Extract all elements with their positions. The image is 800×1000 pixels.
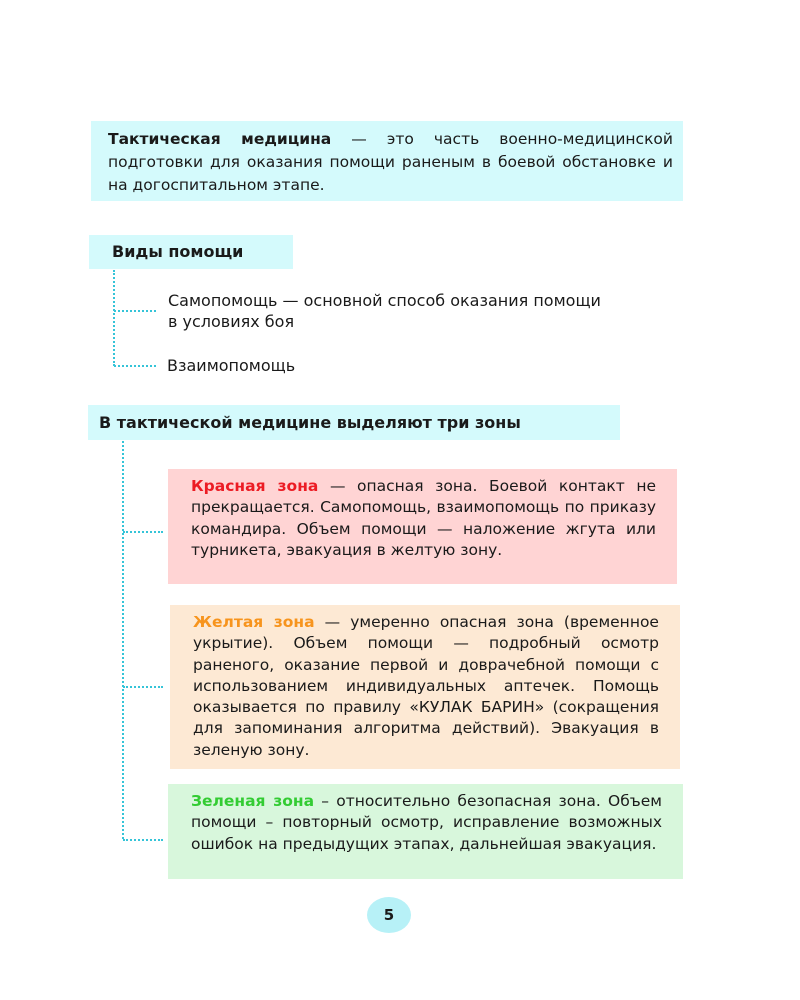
zones-heading: В тактической медицине выделяют три зоны [88,405,620,440]
zone-red-box [168,469,677,584]
help-types-heading: Виды помощи [89,235,293,269]
zone-yellow-title: Желтая зона [193,613,315,631]
zones-connector-vertical [122,441,124,839]
zone-green-box [168,784,683,879]
help-types-connector-2 [114,365,156,367]
help-types-connector-1 [114,310,156,312]
zone-red-title: Красная зона [191,477,319,495]
definition-box [91,121,683,201]
definition-term: Тактическая медицина [108,130,332,148]
definition-text: — это часть военно-медицинской подготовки для оказания помощи раненым в боевой обстановке и на догоспитальном этапе. [108,130,673,194]
help-types-connector-vertical [113,270,115,366]
zone-green-text: – относительно безопасная зона. Объем помощи – повторный осмотр, исправление возможных ошибок на предыдущих этапах, дальнейшая эвакуация. [191,792,662,853]
zone-yellow-text: — умеренно опасная зона (временное укрытие). Объем помощи — подробный осмотр раненого, оказание первой и доврачебной помощи с использованием индивидуальных аптечек. Помощь оказывается по правилу «КУЛАК БАРИН» (сокращения для запоминания алгоритма действий). Эвакуация в зеленую зону. [193,613,659,759]
help-item-self: Самопомощь — основной способ оказания помощи в условиях боя [168,291,601,331]
zone-green-title: Зеленая зона [191,792,315,810]
zone-red-text: — опасная зона. Боевой контакт не прекращается. Самопомощь, взаимопомощь по приказу командира. Объем помощи — наложение жгута или турникета, эвакуация в желтую зону. [191,477,656,559]
zone-yellow-box [170,605,680,769]
zones-connector-red [123,531,163,533]
page-number: 5 [367,897,411,933]
help-item-mutual: Взаимопомощь [167,356,296,375]
zones-connector-yellow [123,686,163,688]
zones-connector-green [123,839,163,841]
